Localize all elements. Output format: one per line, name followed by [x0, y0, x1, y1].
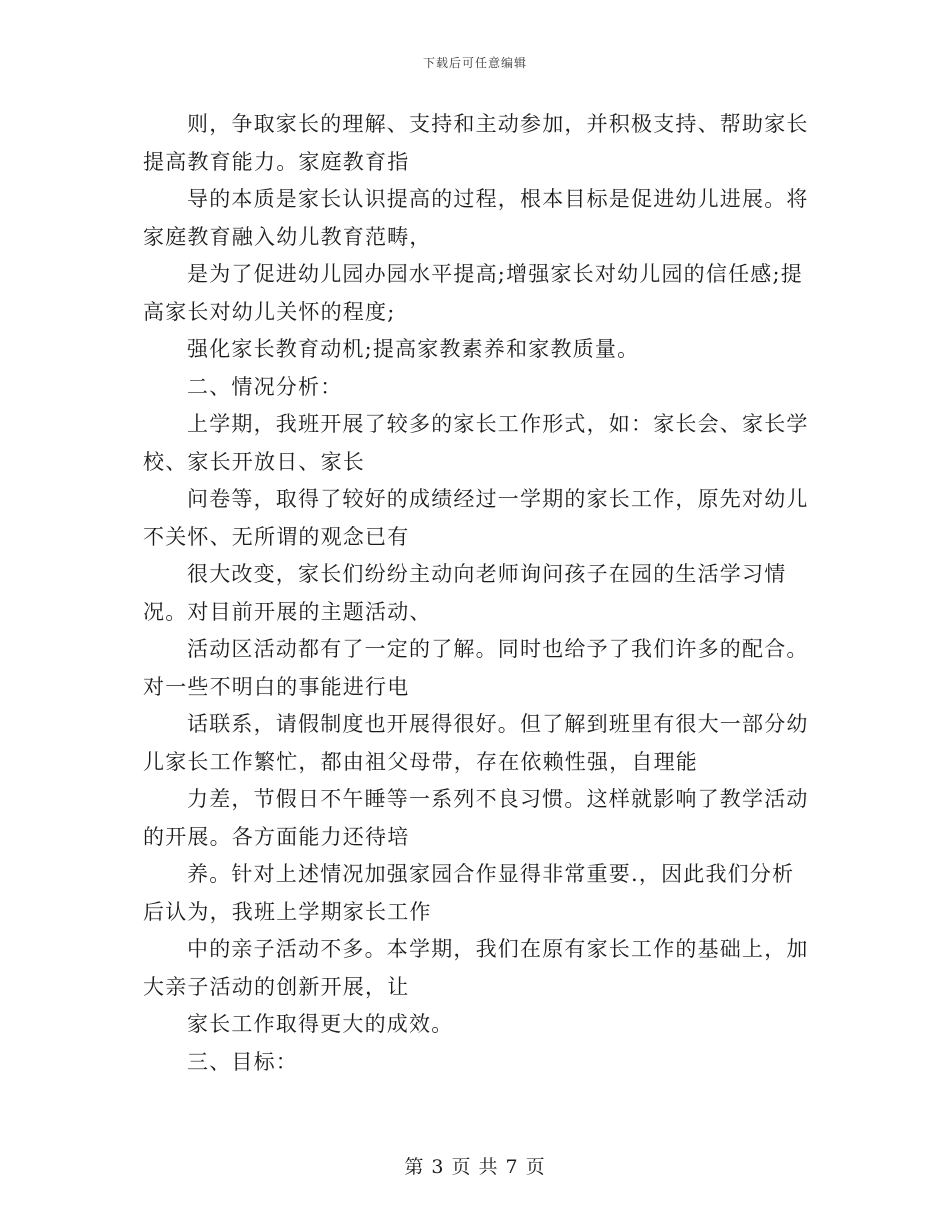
paragraph: 力差，节假日不午睡等一系列不良习惯。这样就影响了教学活动的开展。各方面能力还待培	[143, 787, 809, 849]
paragraph: 中的亲子活动不多。本学期，我们在原有家长工作的基础上，加大亲子活动的创新开展，让	[143, 937, 809, 999]
page-footer: 第 3 页 共 7 页	[404, 1156, 546, 1178]
section-heading: 二、情况分析：	[187, 374, 343, 399]
paragraph: 问卷等，取得了较好的成绩经过一学期的家长工作，原先对幼儿不关怀、无所谓的观念已有	[143, 487, 809, 549]
section-heading: 三、目标：	[187, 1049, 298, 1074]
paragraph: 很大改变，家长们纷纷主动向老师询问孩子在园的生活学习情况。对目前开展的主题活动、	[143, 562, 787, 624]
paragraph: 养。针对上述情况加强家园合作显得非常重要.，因此我们分析后认为，我班上学期家长工作	[143, 862, 795, 924]
paragraph: 上学期，我班开展了较多的家长工作形式，如：家长会、家长学校、家长开放日、家长	[143, 412, 809, 474]
paragraph: 则，争取家长的理解、支持和主动参加，并积极支持、帮助家长提高教育能力。家庭教育指	[143, 112, 809, 174]
page-header: 下载后可任意编辑	[422, 56, 527, 70]
paragraph: 话联系，请假制度也开展得很好。但了解到班里有很大一部分幼儿家长工作繁忙，都由祖父母带，存在依赖性强，自理能	[143, 712, 809, 774]
paragraph: 强化家长教育动机;提高家教素养和家教质量。	[187, 337, 640, 361]
paragraph: 家长工作取得更大的成效。	[187, 1012, 454, 1036]
paragraph: 活动区活动都有了一定的了解。同时也给予了我们许多的配合。对一些不明白的事能进行电	[143, 637, 809, 699]
paragraph: 导的本质是家长认识提高的过程，根本目标是促进幼儿进展。将家庭教育融入幼儿教育范畴，	[143, 187, 809, 249]
paragraph: 是为了促进幼儿园办园水平提高;增强家长对幼儿园的信任感;提高家长对幼儿关怀的程度;	[143, 262, 803, 324]
document-body	[143, 106, 813, 1081]
